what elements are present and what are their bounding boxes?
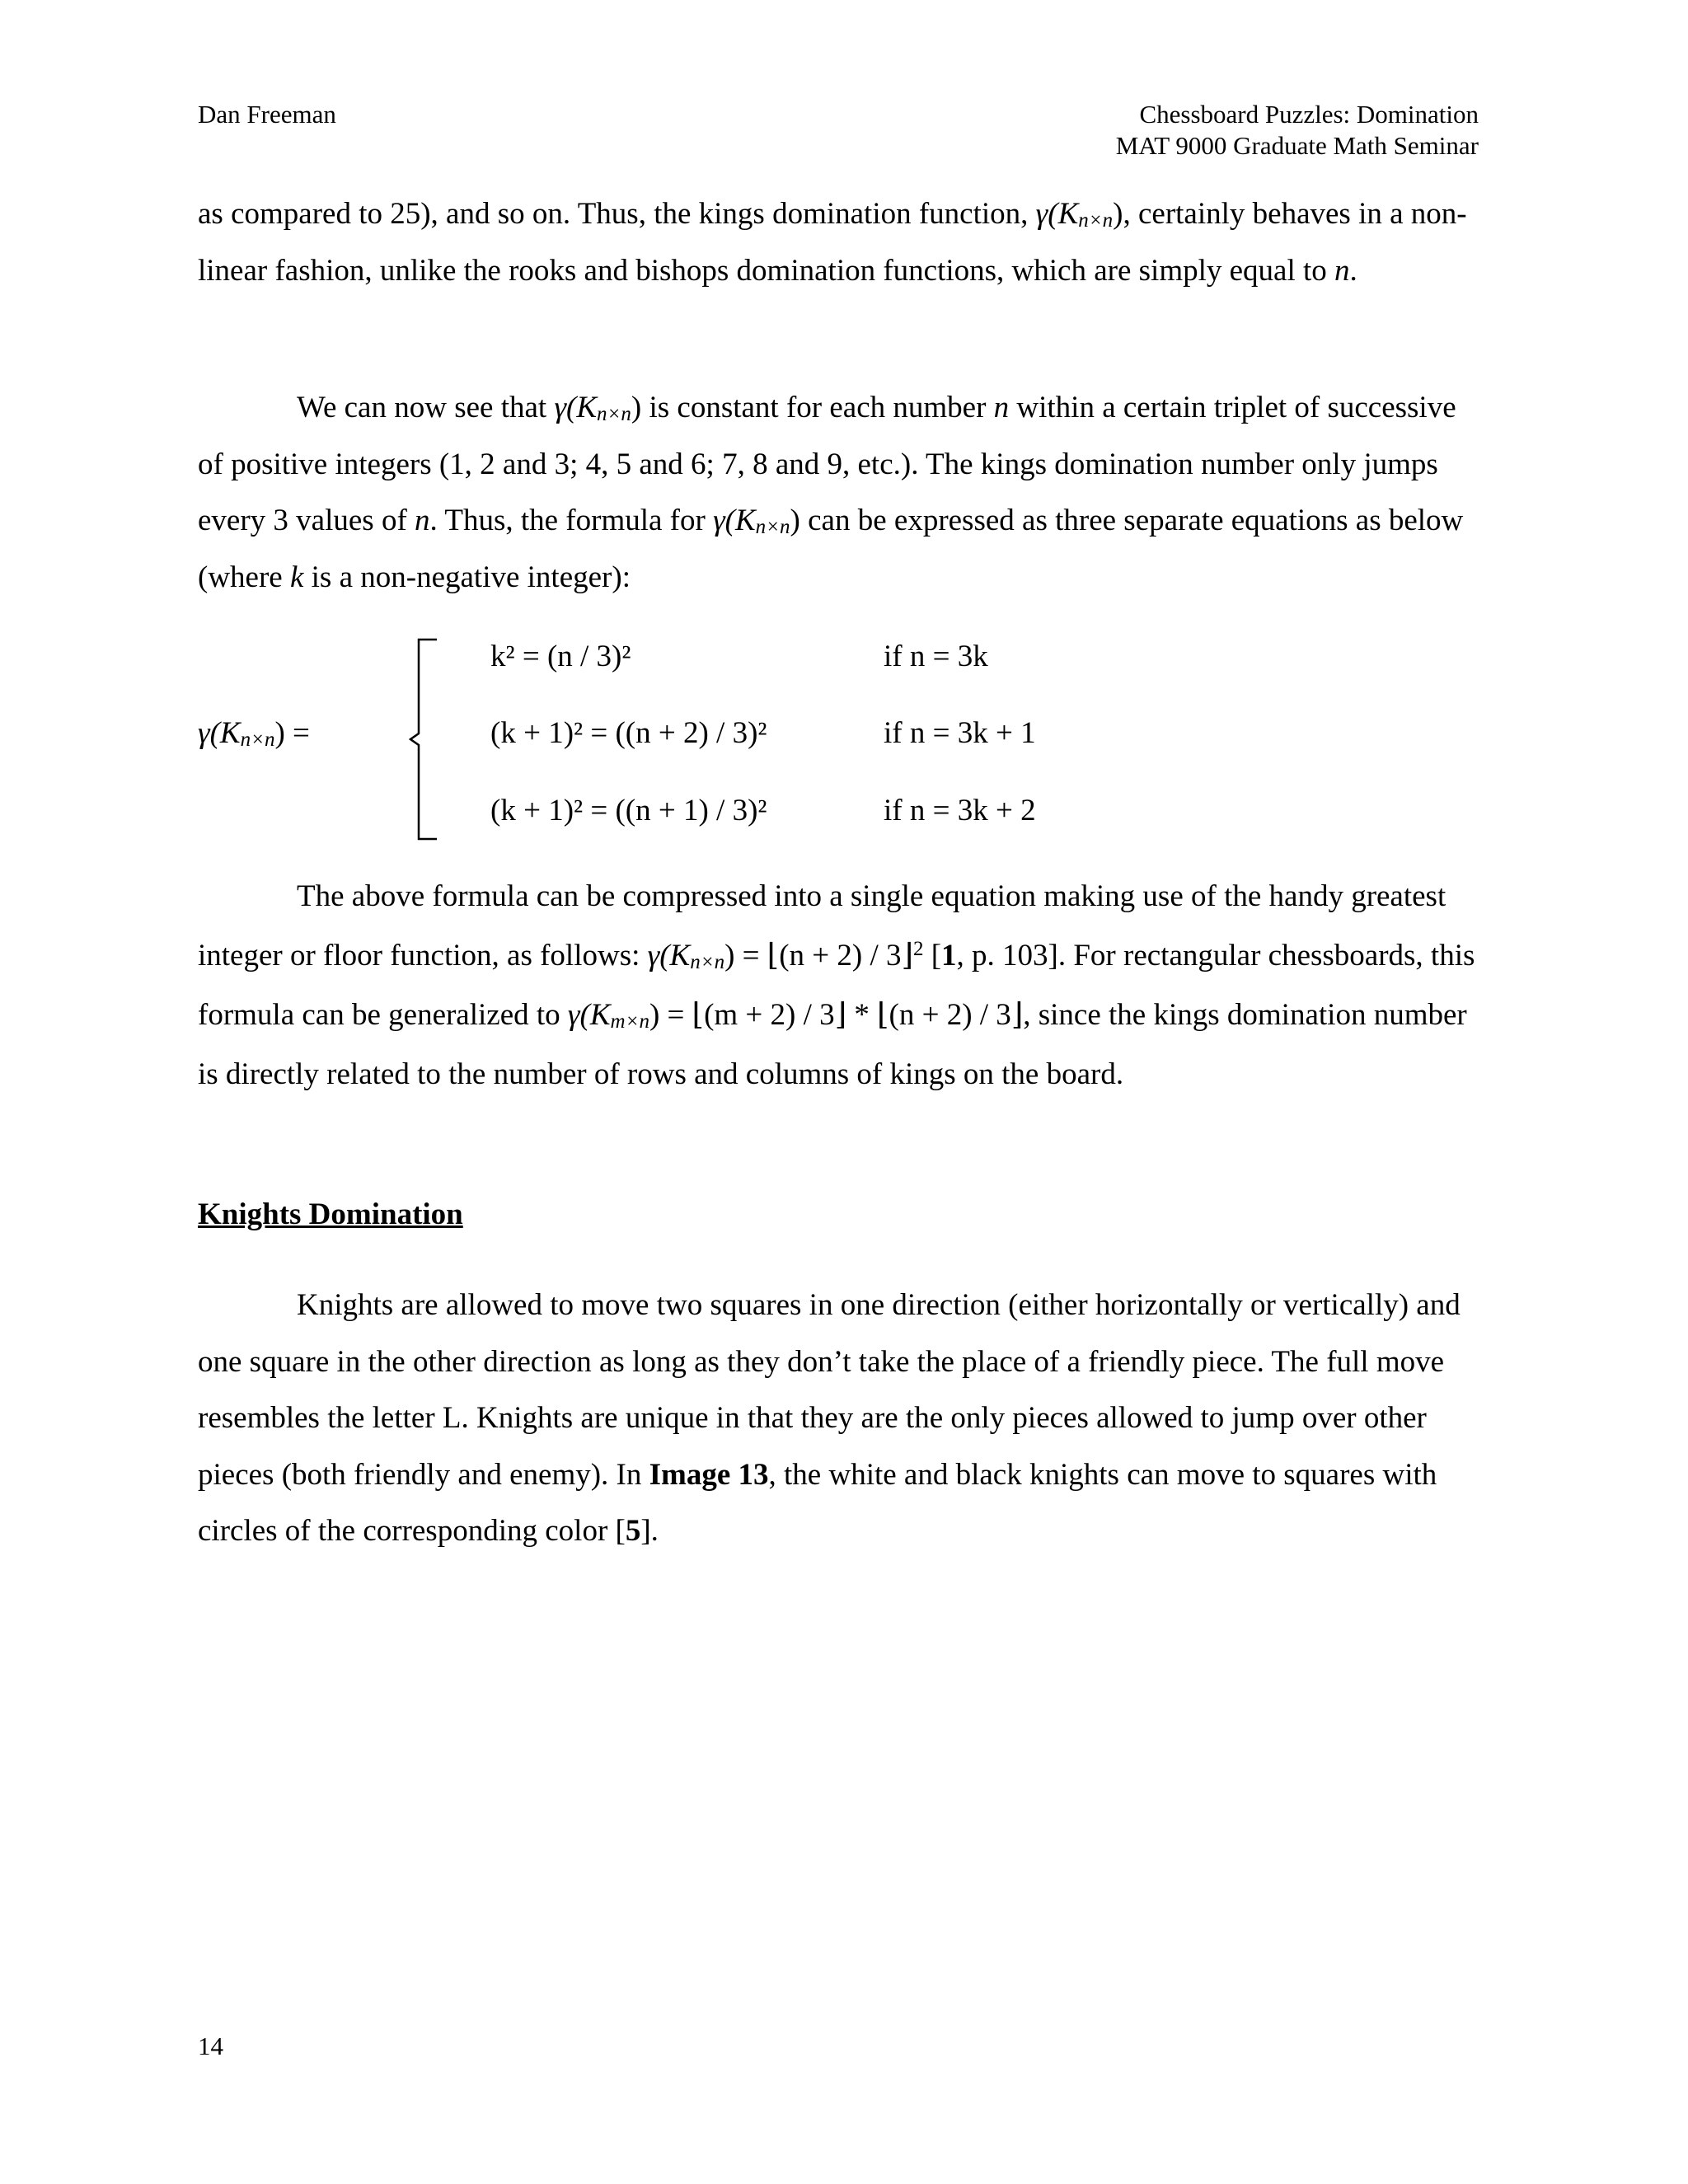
paragraph-3: The above formula can be compressed into a single equation making use of the handy greatest integer or floor function, as follows: $\gamma(K_{n\times n})$ = ⌊(n + 2) / 3⌋$^2$ [1, p. 103]. For rectangular chessboards, this formula can be generalized to $\gamma(K_{m\times n})$ = ⌊(m + 2) / 3⌋ * ⌊(n + 2) / 3⌋, since the kings domination number is directly related to the number of rows and columns of kings on the board. (198, 879, 1475, 1091)
paragraph-1: as compared to 25), and so on. Thus, the kings domination function, $\gamma(K_{n\times n})$, certainly behaves in a non-linear fashion, unlike the rooks and bishops domination functions, which are simply equal to n. (198, 197, 1467, 288)
case-3-condition: if n = 3k + 2 (884, 794, 1036, 827)
header-title-line1: Chessboard Puzzles: Domination (1139, 100, 1479, 129)
header-author: Dan Freeman (198, 100, 336, 129)
case-1-condition: if n = 3k (884, 640, 988, 673)
citation-5: 5 (625, 1514, 641, 1548)
case-3-expression: (k + 1)² = ((n + 1) / 3)² (490, 794, 767, 827)
paragraph-2: We can now see that $\gamma(K_{n\times n})$ is constant for each number n within a certain triplet of successive of positive integers (1, 2 and 3; 4, 5 and 6; 7, 8 and 9, etc.). The kings domination number only jumps every 3 values of n. Thus, the formula for $\gamma(K_{n\times n})$ can be expressed as three separate equations as below (where k is a non-negative integer): (198, 391, 1464, 594)
header-title (1116, 99, 1479, 162)
citation-1: 1 (941, 939, 957, 972)
case-2-expression: (k + 1)² = ((n + 2) / 3)² (490, 716, 767, 750)
page-number: 14 (198, 2032, 223, 2060)
paragraph-4: Knights are allowed to move two squares in one direction (either horizontally or vertically) and one square in the other direction as long as they don’t take the place of a friendly piece. The full move resembles the letter L. Knights are unique in that they are the only pieces allowed to jump over other pieces (both friendly and enemy). In Image 13, the white and black knights can move to squares with circles of the corresponding color [5]. (198, 1288, 1461, 1548)
case-2-condition: if n = 3k + 1 (884, 716, 1036, 750)
header-title-line2: MAT 9000 Graduate Math Seminar (1115, 131, 1479, 160)
formula-lhs: $\gamma(K_{n\times n})$ = (198, 716, 310, 751)
case-1-expression: k² = (n / 3)² (490, 640, 631, 673)
section-heading: Knights Domination (198, 1197, 463, 1231)
image-reference: Image 13 (649, 1457, 769, 1492)
left-brace-icon (394, 636, 443, 842)
